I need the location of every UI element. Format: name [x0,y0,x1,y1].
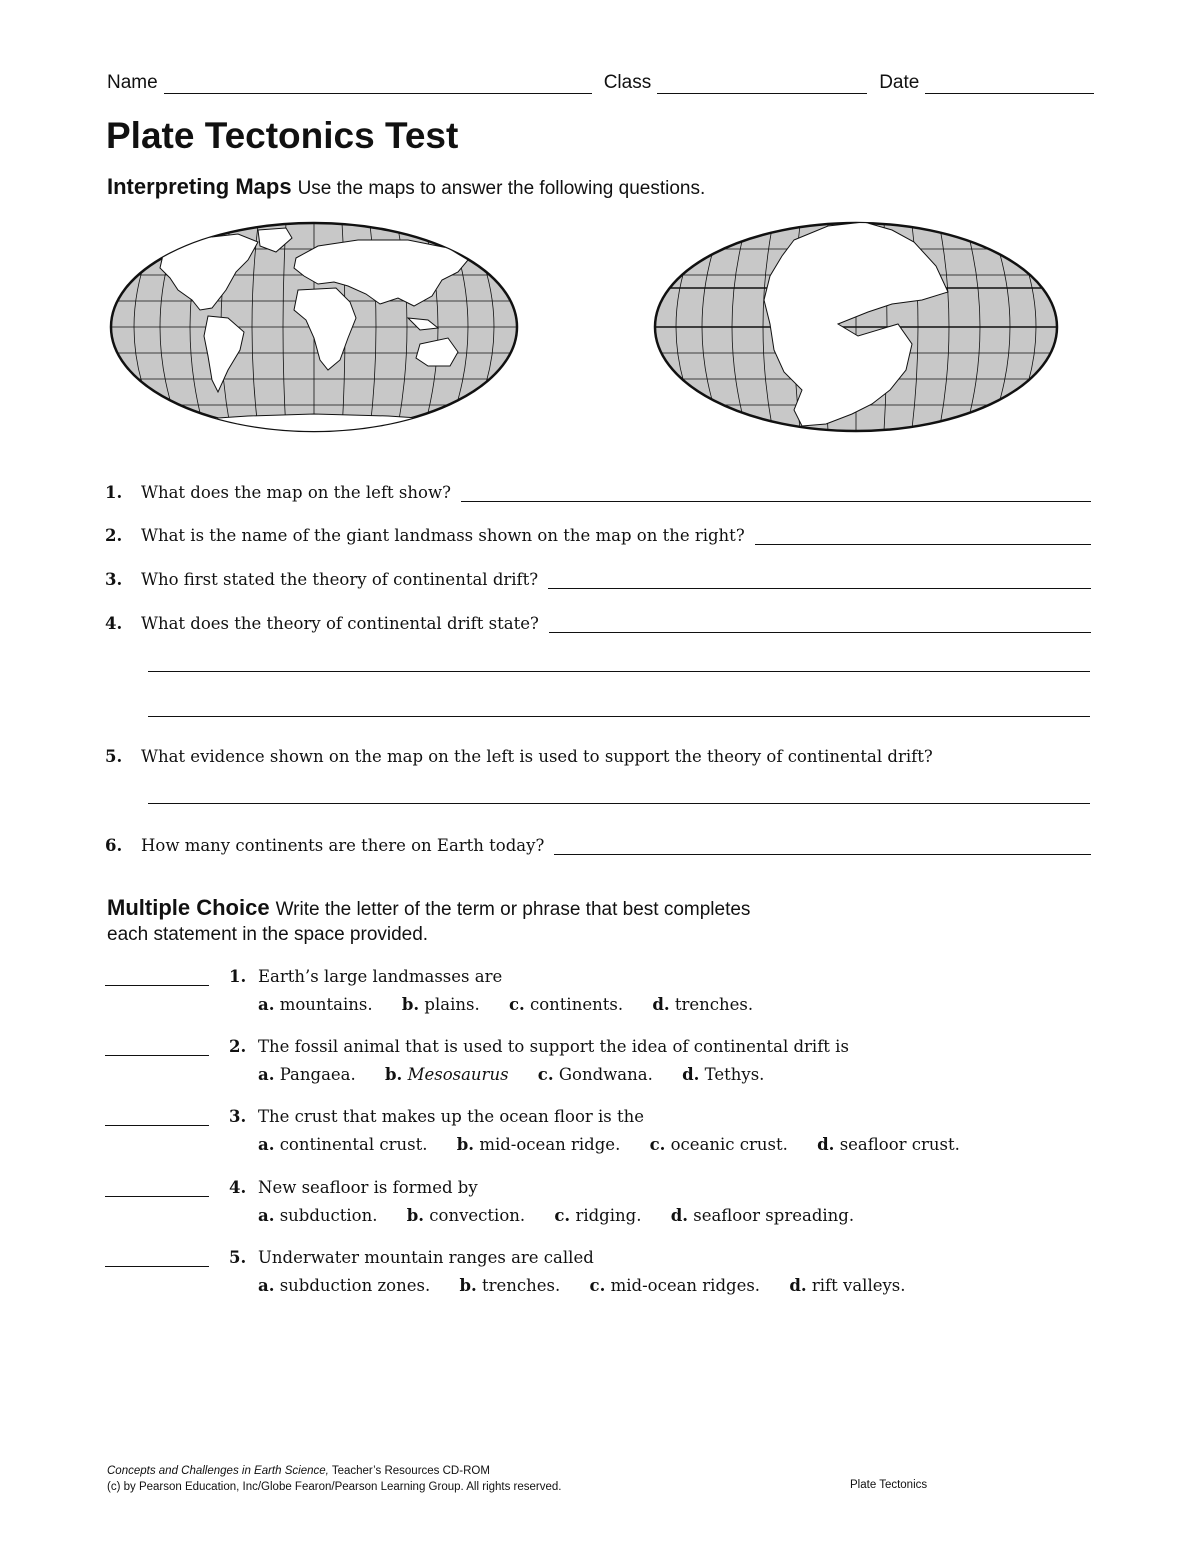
question-3 [105,565,1091,589]
answer-line[interactable] [548,572,1091,589]
section-instruction: Write the letter of the term or phrase that best completes [275,899,751,920]
item-stem: The crust that makes up the ocean floor is the [258,1107,645,1126]
question-number: 2. [105,526,123,545]
item-number: 1. [229,967,247,986]
question-text: What does the theory of continental drift state? [141,614,539,633]
question-5 [105,742,1091,766]
option-a: a. subduction zones. [258,1276,431,1295]
options [258,1135,984,1155]
item-stem: New seafloor is formed by [258,1178,478,1197]
student-info-line [107,70,1094,94]
section-heading: Interpreting Maps [107,174,292,199]
copyright: (c) by Pearson Education, Inc/Globe Fearon/Pearson Learning Group. All rights reserved. [107,1481,562,1493]
option-c: c. continents. [508,995,624,1014]
question-text: What does the map on the left show? [141,483,451,502]
item-number: 4. [229,1178,247,1197]
section-heading: Multiple Choice [107,895,270,920]
option-c: c. oceanic crust. [649,1135,788,1154]
question-text: What evidence shown on the map on the left is used to support the theory of continental drift? [141,747,933,766]
options [258,995,777,1015]
option-a: a. subduction. [258,1206,378,1225]
name-label: Name [107,72,158,93]
question-6 [105,831,1091,855]
option-a: a. mountains. [258,995,373,1014]
question-4 [105,609,1091,633]
class-field[interactable] [657,75,867,94]
answer-line[interactable] [148,802,1090,804]
answer-line[interactable] [549,616,1091,633]
section-instruction: Use the maps to answer the following questions. [297,178,706,199]
option-b: b. Mesosaurus [385,1065,509,1084]
item-number: 5. [229,1248,247,1267]
option-d: d. rift valleys. [789,1276,906,1295]
date-label: Date [879,72,920,93]
item-stem: Underwater mountain ranges are called [258,1248,594,1267]
answer-blank[interactable] [105,1196,209,1197]
option-b: b. plains. [401,995,480,1014]
answer-blank[interactable] [105,1266,209,1267]
option-c: c. mid-ocean ridges. [589,1276,761,1295]
book-subtitle: Teacher’s Resources CD-ROM [328,1465,490,1477]
answer-blank[interactable] [105,1125,209,1126]
date-field[interactable] [925,75,1094,94]
option-d: d. seafloor spreading. [670,1206,855,1225]
question-1 [105,478,1091,502]
section-multiple-choice [107,895,867,947]
question-text: What is the name of the giant landmass shown on the map on the right? [141,526,745,545]
page-title: Plate Tectonics Test [106,115,459,156]
question-number: 1. [105,483,123,502]
question-number: 4. [105,614,123,633]
item-stem: The fossil animal that is used to support the idea of continental drift is [258,1037,849,1056]
question-2 [105,521,1091,545]
footer-credits [107,1463,562,1495]
options [258,1206,878,1226]
option-a: a. Pangaea. [258,1065,356,1084]
options [258,1276,930,1296]
option-c: c. Gondwana. [537,1065,653,1084]
option-c: c. ridging. [554,1206,642,1225]
item-stem: Earth’s large landmasses are [258,967,503,986]
answer-line[interactable] [755,528,1091,545]
section-instruction-cont: each statement in the space provided. [107,924,429,945]
section-interpreting-maps [107,174,705,201]
question-number: 5. [105,747,123,766]
options [258,1065,788,1085]
item-number: 2. [229,1037,247,1056]
answer-blank[interactable] [105,1055,209,1056]
option-b: b. trenches. [459,1276,561,1295]
option-d: d. seafloor crust. [817,1135,960,1154]
question-text: Who first stated the theory of continental drift? [141,570,539,589]
question-text: How many continents are there on Earth today? [141,836,545,855]
option-a: a. continental crust. [258,1135,428,1154]
class-label: Class [603,72,652,93]
answer-line[interactable] [461,485,1091,502]
answer-line[interactable] [148,670,1090,672]
option-d: d. Tethys. [682,1065,765,1084]
option-d: d. trenches. [652,995,754,1014]
book-title: Concepts and Challenges in Earth Science, [107,1465,329,1477]
answer-blank[interactable] [105,985,209,986]
option-b: b. mid-ocean ridge. [456,1135,621,1154]
world-map-pangaea [652,220,1060,434]
name-field[interactable] [164,75,592,94]
answer-line[interactable] [148,715,1090,717]
item-number: 3. [229,1107,247,1126]
footer-chapter: Plate Tectonics [850,1479,928,1491]
option-b: b. convection. [406,1206,526,1225]
answer-line[interactable] [554,838,1091,855]
question-number: 6. [105,836,123,855]
question-number: 3. [105,570,123,589]
world-map-modern [108,220,520,434]
